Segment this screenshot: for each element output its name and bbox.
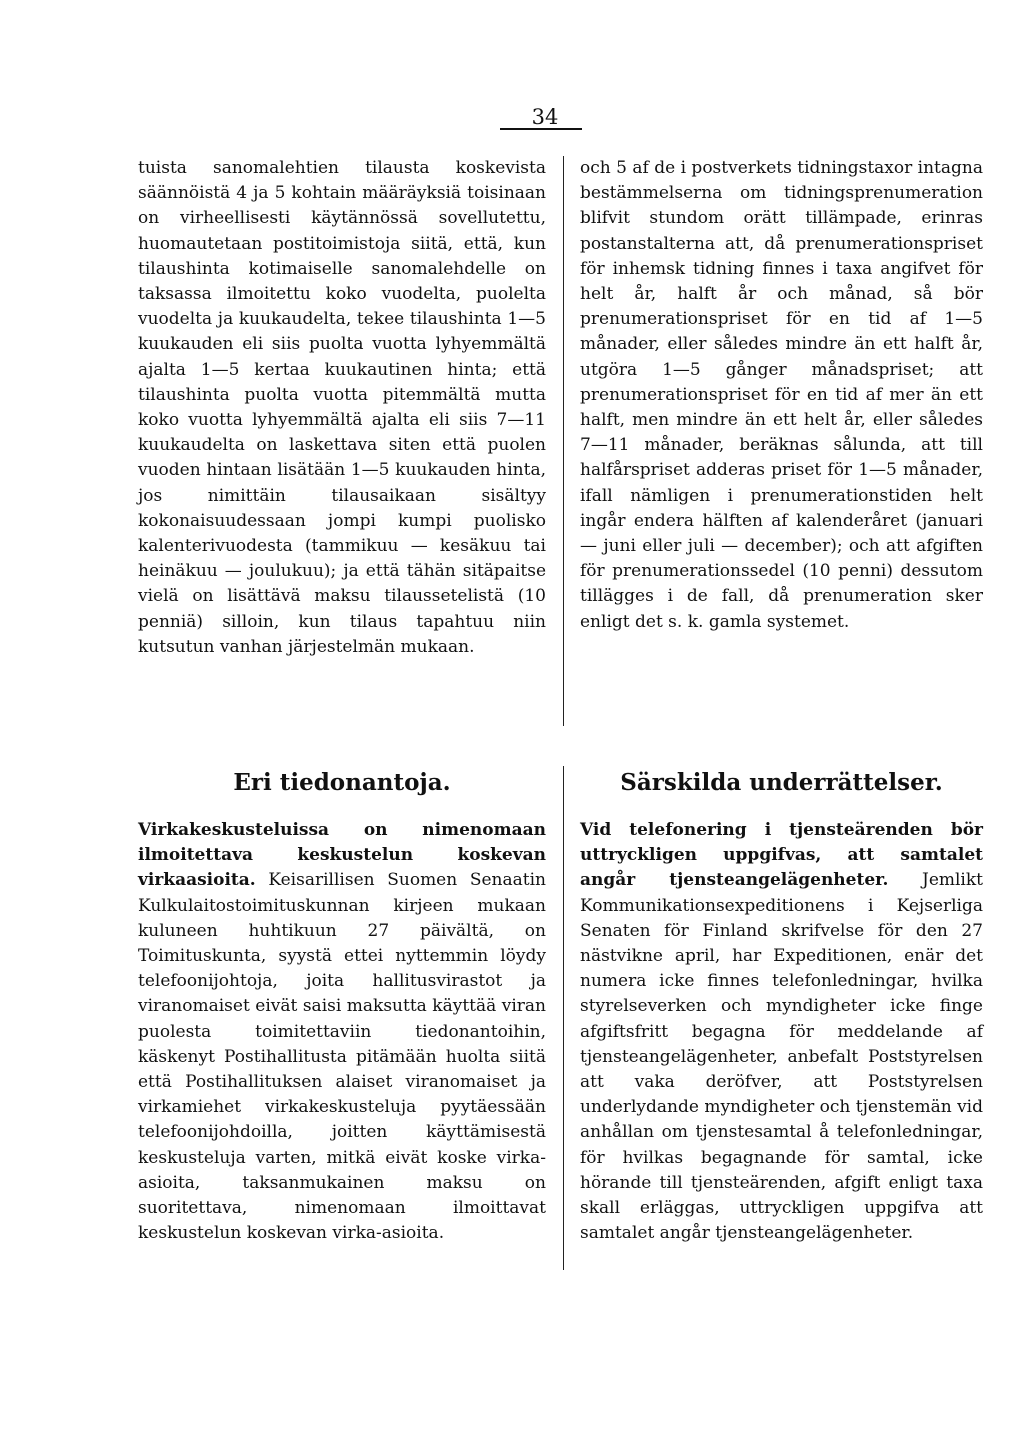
finnish-section-paragraph — [138, 818, 546, 1246]
swedish-section-column — [580, 818, 983, 1246]
swedish-top-column — [580, 156, 983, 635]
header-rule — [500, 128, 582, 130]
finnish-top-column — [138, 156, 546, 660]
finnish-section-title: Eri tiedonantoja. — [233, 769, 451, 796]
finnish-section-lead: Virkakeskusteluissa on nimenomaan ilmoitettava keskustelun koskevan virkaasioita. — [138, 820, 546, 891]
swedish-section-title: Särskilda underrättelser. — [620, 769, 943, 796]
swedish-section-lead: Vid telefonering i tjensteärenden bör uttryckligen uppgifvas, att samtalet angår tjensteangelägenheter. — [580, 820, 983, 891]
page-number: 34 — [531, 105, 559, 129]
column-divider-top — [563, 156, 564, 726]
column-divider-bottom — [563, 766, 564, 1270]
swedish-section-paragraph — [580, 818, 983, 1246]
swedish-top-paragraph: och 5 af de i postverkets tidningstaxor intagna bestämmelserna om tidningsprenumeration blifvit stundom orätt tillämpade, erinras postanstalterna att, då prenumerationspriset för inhemsk tidning finnes i taxa angifvet för helt år, halft år och månad, så bör prenumerationspriset för en tid af 1—5 månader, eller således mindre än ett halft år, utgöra 1—5 gånger månadspriset; att prenumerationspriset för en tid af mer än ett halft, men mindre än ett helt år, eller således 7—11 månader, beräknas sålunda, att till halfårspriset adderas priset för 1—5 månader, ifall nämligen i prenumerationstiden helt ingår endera hälften af kalenderåret (januari — juni eller juli — december); och att afgiften för prenumerationssedel (10 penni) dessutom tillägges i de fall, då prenumeration sker enligt det s. k. gamla systemet. — [580, 158, 983, 632]
swedish-section-body: Jemlikt Kommunikationsexpeditionens i Kejserliga Senaten för Finland skrifvelse för den 27 nästvikne april, har Expeditionen, enär det numera icke finnes telefonledningar, hvilka styrelseverken och myndigheter icke finge afgiftsfritt begagna för meddelande af tjensteangelägenheter, anbefalt Poststyrelsen att vaka deröfver, att Poststyrelsen underlydande myndigheter och tjenstemän vid anhållan om tjenstesamtal å telefonledningar, för hvilkas begagnande för samtal, icke hörande till tjensteärenden, afgift enligt taxa skall erläggas, uttryckligen uppgifva att samtalet angår tjensteangelägenheter. — [580, 870, 983, 1244]
finnish-top-paragraph: tuista sanomalehtien tilausta koskevista säännöistä 4 ja 5 kohtain määräyksiä toisinaan on virheellisesti käytännössä sovellutettu, huomautetaan postitoimistoja siitä, että, kun tilaushinta kotimaiselle sanomalehdelle on taksassa ilmoitettu koko vuodelta, puolelta vuodelta ja kuukaudelta, tekee tilaushinta 1—5 kuukauden eli siis puolta vuotta lyhyemmältä ajalta 1—5 kertaa kuukautinen hinta; että tilaushinta puolta vuotta pitemmältä mutta koko vuotta lyhyemmältä ajalta eli siis 7—11 kuukaudelta on laskettava siten että puolen vuoden hintaan lisätään 1—5 kuukauden hinta, jos nimittäin tilausaikaan sisältyy kokonaisuudessaan jompi kumpi puolisko kalenterivuodesta (tammikuu — kesäkuu tai heinäkuu — joulukuu); ja että tähän sitäpaitse vielä on lisättävä maksu tilaussetelistä (10 penniä) silloin, kun tilaus tapahtuu niin kutsutun vanhan järjestelmän mukaan. — [138, 158, 546, 657]
finnish-section-column — [138, 818, 546, 1246]
finnish-section-body: Keisarillisen Suomen Senaatin Kulkulaitostoimituskunnan kirjeen mukaan kuluneen huhtikuun 27 päivältä, on Toimituskunta, syystä ettei nyttemmin löydy telefoonijohtoja, joita hallitusvirastot ja viranomaiset eivät saisi maksutta käyttää viran puolesta toimitettaviin tiedonantoihin, käskenyt Postihallitusta pitämään huolta siitä että Postihallituksen alaiset viranomaiset ja virkamiehet virkakeskusteluja pyytäessään telefoonijohdoilla, joitten käyttämisestä keskusteluja varten, mitkä eivät koske virka-asioita, taksanmukainen maksu on suoritettava, nimenomaan ilmoittavat keskustelun koskevan virka-asioita. — [138, 870, 546, 1244]
